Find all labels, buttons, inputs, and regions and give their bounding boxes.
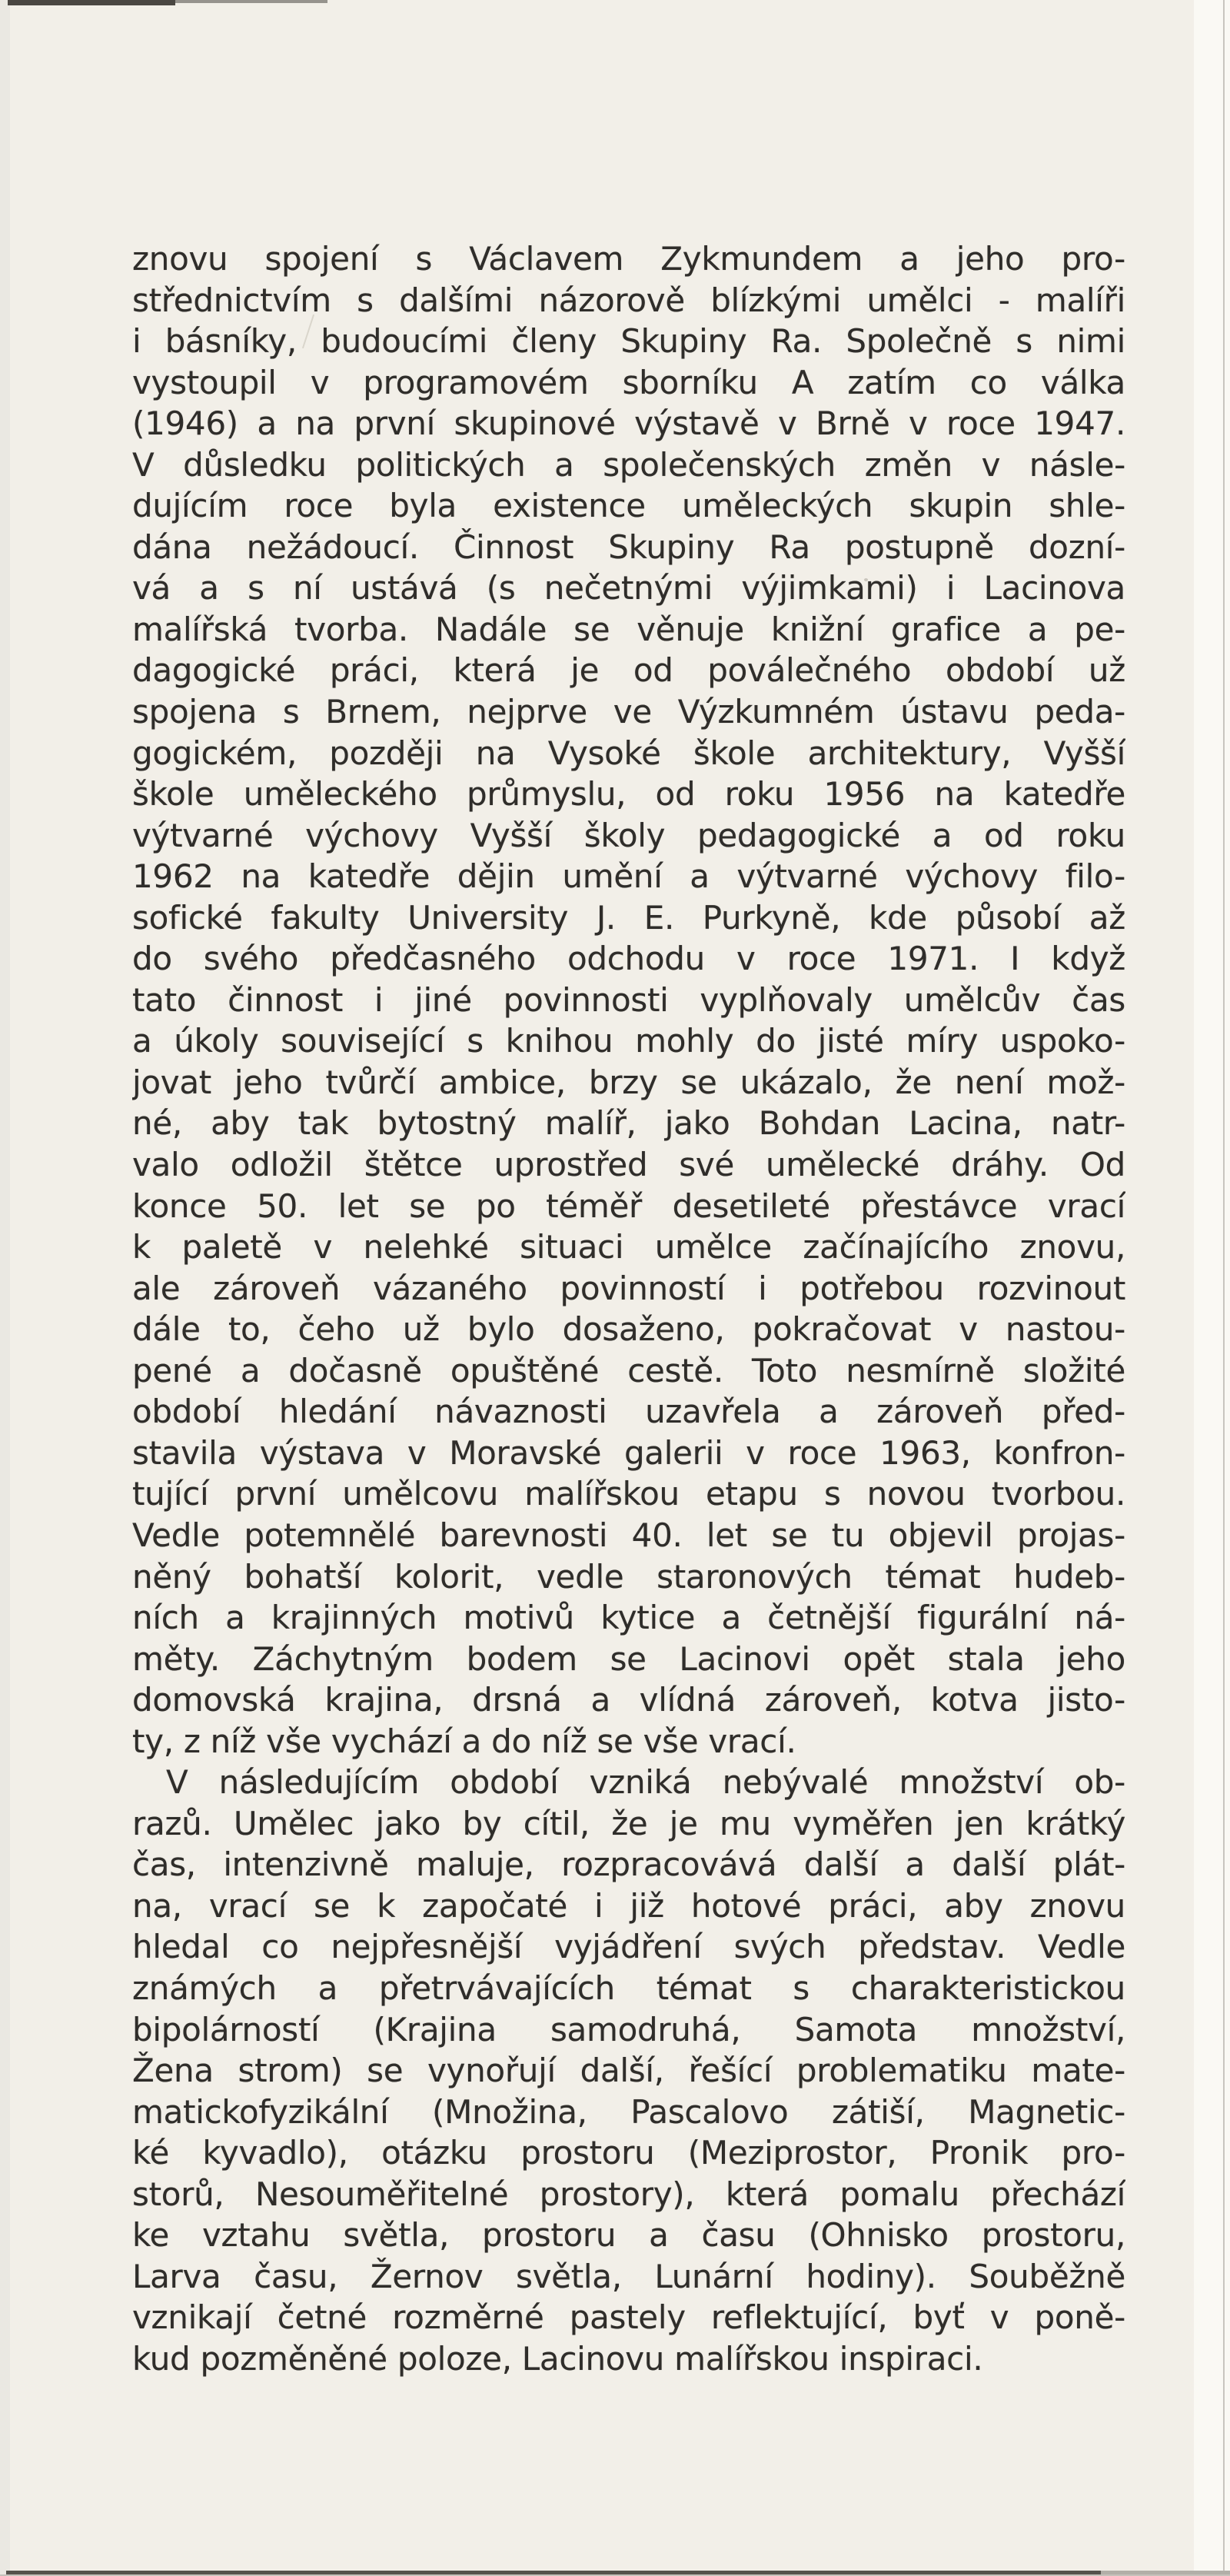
- text-line: 1962 na katedře dějin umění a výtvarné výchovy filo-: [132, 857, 1125, 896]
- text-line: výtvarné výchovy Vyšší školy pedagogické a od roku: [132, 816, 1125, 854]
- text-line: stavila výstava v Moravské galerii v roce 1963, konfron-: [132, 1433, 1125, 1472]
- text-line: střednictvím s dalšími názorově blízkými umělci - malíři: [132, 281, 1125, 319]
- text-line: matickofyzikální (Množina, Pascalovo zátiší, Magnetic-: [132, 2092, 1125, 2131]
- text-line: ké kyvadlo), otázku prostoru (Meziprostor, Pronik pro-: [132, 2134, 1125, 2172]
- text-line: né, aby tak bytostný malíř, jako Bohdan Lacina, natr-: [132, 1104, 1125, 1143]
- text-line: čas, intenzivně maluje, rozpracovává další a další plát-: [132, 1845, 1125, 1884]
- text-line: období hledání návaznosti uzavřela a zároveň před-: [132, 1393, 1125, 1431]
- text-line: pené a dočasně opuštěné cestě. Toto nesmírně složité: [132, 1351, 1125, 1390]
- text-line: znovu spojení s Václavem Zykmundem a jeho pro-: [132, 240, 1125, 278]
- text-line: valo odložil štětce uprostřed své umělecké dráhy. Od: [132, 1146, 1125, 1184]
- text-line: ke vztahu světla, prostoru a času (Ohnisko prostoru,: [132, 2216, 1125, 2255]
- text-line: ale zároveň vázaného povinností i potřebou rozvinout: [132, 1269, 1125, 1307]
- scan-left-edge: [0, 0, 10, 2576]
- text-line: něný bohatší kolorit, vedle staronových témat hudeb-: [132, 1557, 1125, 1596]
- text-line: a úkoly související s knihou mohly do jisté míry uspoko-: [132, 1022, 1125, 1060]
- text-line: dagogické práci, která je od poválečného období už: [132, 651, 1125, 690]
- text-line: bipolárností (Krajina samodruhá, Samota množství,: [132, 2010, 1125, 2048]
- page-edge-line: [1223, 0, 1225, 2576]
- text-line: razů. Umělec jako by cítil, že je mu vyměřen jen krátký: [132, 1804, 1125, 1842]
- text-line: ních a krajinných motivů kytice a četnější figurální ná-: [132, 1599, 1125, 1637]
- text-line: hledal co nejpřesnější vyjádření svých představ. Vedle: [132, 1928, 1125, 1966]
- text-line: do svého předčasného odchodu v roce 1971. I když: [132, 940, 1125, 978]
- text-line: dána nežádoucí. Činnost Skupiny Ra postupně dozní-: [132, 528, 1125, 566]
- text-line: V důsledku politických a společenských změn v násle-: [132, 445, 1125, 484]
- text-line: tující první umělcovu malířskou etapu s novou tvorbou.: [132, 1475, 1125, 1513]
- text-line: vznikají četné rozměrné pastely reflektující, byť v poně-: [132, 2298, 1125, 2337]
- text-block: [132, 238, 1125, 2379]
- text-line: spojena s Brnem, nejprve ve Výzkumném ústavu peda-: [132, 693, 1125, 731]
- text-line: kud pozměněné poloze, Lacinovu malířskou inspiraci.: [132, 2339, 983, 2378]
- text-line: sofické fakulty University J. E. Purkyně, kde působí až: [132, 898, 1125, 937]
- text-line: Žena strom) se vynořují další, řešící problematiku mate-: [132, 2052, 1125, 2090]
- text-line: storů, Nesouměřitelné prostory), která pomalu přechází: [132, 2175, 1125, 2213]
- text-line: vystoupil v programovém sborníku A zatím co válka: [132, 363, 1125, 401]
- text-line: měty. Záchytným bodem se Lacinovi opět stala jeho: [132, 1639, 1125, 1678]
- scan-artifact-top-dark-bar: [8, 0, 175, 5]
- text-line: V následujícím období vzniká nebývalé množství ob-: [166, 1763, 1125, 1802]
- text-line: Vedle potemnělé barevnosti 40. let se tu objevil projas-: [132, 1516, 1125, 1554]
- text-line: tato činnost i jiné povinnosti vyplňovaly umělcův čas: [132, 980, 1125, 1019]
- text-line: k paletě v nelehké situaci umělce začínajícího znovu,: [132, 1228, 1125, 1266]
- text-line: známých a přetrvávajících témat s charakteristickou: [132, 1969, 1125, 2007]
- text-line: na, vrací se k započaté i již hotové práci, aby znovu: [132, 1886, 1125, 1925]
- text-line: ty, z níž vše vychází a do níž se vše vrací.: [132, 1722, 796, 1760]
- text-line: dujícím roce byla existence uměleckých skupin shle-: [132, 487, 1125, 525]
- text-line: Larva času, Žernov světla, Lunární hodiny). Souběžně: [132, 2257, 1125, 2295]
- scan-artifact-top-gray-bar: [175, 0, 327, 3]
- text-line: vá a s ní ustává (s nečetnými výjimkami) i Lacinova: [132, 569, 1125, 607]
- text-line: i básníky, budoucími členy Skupiny Ra. Společně s nimi: [132, 322, 1125, 361]
- text-line: dále to, čeho už bylo dosaženo, pokračovat v nastou-: [132, 1310, 1125, 1349]
- text-line: malířská tvorba. Nadále se věnuje knižní grafice a pe-: [132, 610, 1125, 648]
- text-line: jovat jeho tvůrčí ambice, brzy se ukázalo, že není mož-: [132, 1063, 1125, 1101]
- text-line: gogickém, později na Vysoké škole architektury, Vyšší: [132, 734, 1125, 772]
- text-line: domovská krajina, drsná a vlídná zároveň, kotva jisto-: [132, 1681, 1125, 1719]
- text-line: škole uměleckého průmyslu, od roku 1956 na katedře: [132, 775, 1125, 814]
- text-line: konce 50. let se po téměř desetileté přestávce vrací: [132, 1186, 1125, 1225]
- text-line: (1946) a na první skupinové výstavě v Brně v roce 1947.: [132, 404, 1125, 443]
